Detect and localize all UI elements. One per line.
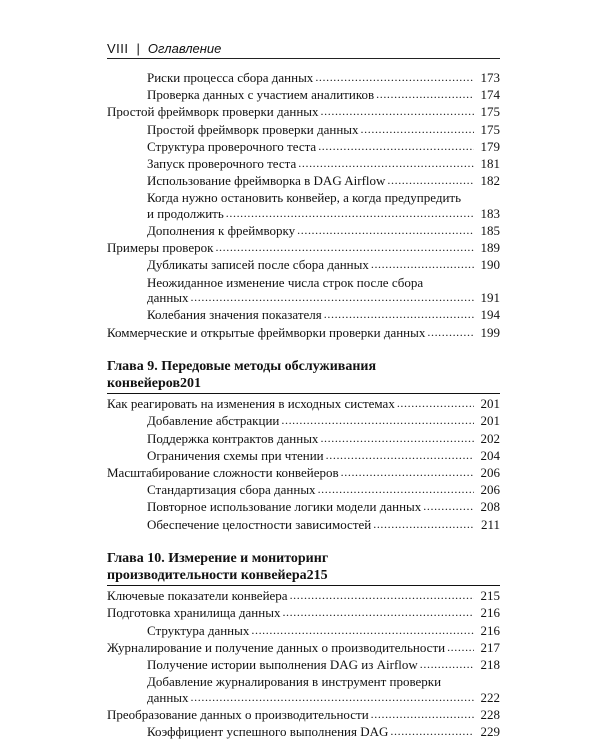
dot-leader <box>191 290 474 306</box>
chapter-title-line1: Глава 10. Измерение и мониторинг <box>107 551 329 567</box>
page-number: 206 <box>480 482 500 498</box>
page-number: 189 <box>480 240 500 256</box>
dot-leader <box>251 623 474 639</box>
dot-leader <box>341 465 474 481</box>
toc-subsection-entry[interactable] <box>107 724 500 740</box>
toc-section-entry[interactable] <box>107 640 500 656</box>
page-number: 199 <box>480 324 500 340</box>
toc-entry-title-line1: Неожиданное изменение числа строк после сбора <box>147 274 424 290</box>
dot-leader <box>226 206 474 222</box>
dot-leader <box>397 396 474 412</box>
page-number: 229 <box>480 724 500 740</box>
page-number: 202 <box>480 430 500 446</box>
toc-subsection-entry[interactable] <box>107 413 500 429</box>
page-number: 174 <box>480 87 500 103</box>
toc-subsection-entry[interactable] <box>107 431 500 447</box>
toc-entry-title: Как реагировать на изменения в исходных системах <box>107 396 395 412</box>
toc-subsection-entry[interactable] <box>107 223 500 239</box>
dot-leader <box>318 139 474 155</box>
toc-entry[interactable] <box>107 674 500 705</box>
dot-leader <box>318 482 474 498</box>
toc-entry-title: Масштабирование сложности конвейеров <box>107 464 339 480</box>
page-number: 194 <box>480 307 500 323</box>
toc-subsection-entry[interactable] <box>107 307 500 323</box>
toc-entry-title-line2: данных <box>147 290 189 306</box>
toc-subsection-entry[interactable] <box>107 156 500 172</box>
toc-entry-title: Стандартизация сбора данных <box>147 482 316 498</box>
page-number: 175 <box>480 104 500 120</box>
toc-section-entry[interactable] <box>107 104 500 120</box>
dot-leader <box>290 588 474 604</box>
toc-entry-title: Коммерческие и открытые фреймворки проверки данных <box>107 324 426 340</box>
page-number: 216 <box>480 622 500 638</box>
page-number-roman: VIII <box>107 41 129 56</box>
toc-entry[interactable] <box>107 190 500 221</box>
page-number: 217 <box>480 639 500 655</box>
dot-leader <box>427 325 474 341</box>
toc-entry-title: Ограничения схемы при чтении <box>147 447 324 463</box>
dot-leader <box>281 413 474 429</box>
toc-entry-title: Простой фреймворк проверки данных <box>147 121 359 137</box>
toc-entry-title: Структура проверочного теста <box>147 138 317 154</box>
toc-entry-title-line2: данных <box>147 689 189 705</box>
dot-leader <box>315 70 474 86</box>
toc-section-entry[interactable] <box>107 325 500 341</box>
toc-section-entry[interactable] <box>107 465 500 481</box>
toc-entry-title: Структура данных <box>147 622 250 638</box>
toc-entry-title: Примеры проверок <box>107 240 214 256</box>
dot-leader <box>215 240 474 256</box>
toc-entry-title: Дубликаты записей после сбора данных <box>147 257 369 273</box>
toc-entry-title: Ключевые показатели конвейера <box>107 588 288 604</box>
dot-leader <box>387 173 474 189</box>
chapter-title-line2: конвейеров <box>107 376 181 392</box>
chapter-title-line1: Глава 9. Передовые методы обслуживания <box>107 359 377 375</box>
dot-leader <box>420 657 474 673</box>
toc-entry-title: Журналирование и получение данных о производительности <box>107 639 446 655</box>
toc-subsection-entry[interactable] <box>107 173 500 189</box>
page-number: 179 <box>480 138 500 154</box>
page-number: 208 <box>480 499 500 515</box>
toc-entry-title: Поддержка контрактов данных <box>147 430 319 446</box>
dot-leader <box>321 104 474 120</box>
dot-leader <box>324 307 474 323</box>
page-number: 182 <box>480 173 500 189</box>
page-number: 185 <box>480 223 500 239</box>
page-number: 215 <box>306 568 328 584</box>
header-separator: | <box>136 41 140 56</box>
page-number: 215 <box>480 588 500 604</box>
toc-section-entry[interactable] <box>107 707 500 723</box>
toc-entry-title: Обеспечение целостности зависимостей <box>147 516 372 532</box>
page-number: 228 <box>480 706 500 722</box>
page-number: 216 <box>480 605 500 621</box>
toc-entry-title: Получение истории выполнения DAG из Airflow <box>147 656 418 672</box>
header-title: Оглавление <box>147 41 222 56</box>
page-number: 204 <box>480 447 500 463</box>
page-number: 181 <box>480 155 500 171</box>
dot-leader <box>282 605 474 621</box>
page-number: 173 <box>480 70 500 85</box>
toc-entry-title: Запуск проверочного теста <box>147 155 297 171</box>
page-number: 206 <box>480 464 500 480</box>
dot-leader <box>361 122 474 138</box>
toc-chapter-entry[interactable] <box>107 358 500 394</box>
dot-leader <box>298 156 474 172</box>
toc-entry-title: Подготовка хранилища данных <box>107 605 281 621</box>
toc-entry-title: Повторное использование логики модели данных <box>147 499 422 515</box>
toc-subsection-entry[interactable] <box>107 623 500 639</box>
dot-leader <box>371 257 474 273</box>
toc-entry-title: Дополнения к фреймворку <box>147 223 296 239</box>
toc-subsection-entry[interactable] <box>107 122 500 138</box>
toc-subsection-entry[interactable] <box>107 87 500 103</box>
page-number: 175 <box>480 121 500 137</box>
toc-section-entry[interactable] <box>107 396 500 412</box>
toc-subsection-entry[interactable] <box>107 70 500 86</box>
dot-leader <box>373 517 474 533</box>
toc-subsection-entry[interactable] <box>107 517 500 533</box>
running-header <box>107 40 500 59</box>
toc-entry-title-line2: и продолжить <box>147 205 224 221</box>
toc-section-entry[interactable] <box>107 605 500 621</box>
dot-leader <box>376 87 474 103</box>
toc-chapter-entry[interactable] <box>107 550 500 586</box>
toc-subsection-entry[interactable] <box>107 448 500 464</box>
dot-leader <box>320 431 474 447</box>
toc-entry[interactable] <box>107 275 500 306</box>
toc-subsection-entry[interactable] <box>107 257 500 273</box>
toc-entry-title-line1: Когда нужно остановить конвейер, а когда предупредить <box>147 190 462 206</box>
toc-entry-title: Риски процесса сбора данных <box>147 70 314 85</box>
toc-section-entry[interactable] <box>107 240 500 256</box>
chapter-title-line2: производительности конвейера <box>107 568 307 584</box>
toc-entry-title: Преобразование данных о производительности <box>107 706 369 722</box>
toc-entry-title: Простой фреймворк проверки данных <box>107 104 319 120</box>
page-number: 201 <box>480 413 500 429</box>
toc-subsection-entry[interactable] <box>107 482 500 498</box>
toc-section-entry[interactable] <box>107 588 500 604</box>
dot-leader <box>423 499 474 515</box>
dot-leader <box>390 724 474 740</box>
dot-leader <box>191 690 474 706</box>
page-number: 190 <box>480 257 500 273</box>
dot-leader <box>371 707 474 723</box>
page-number: 191 <box>480 290 500 306</box>
dot-leader <box>447 640 474 656</box>
table-of-contents <box>107 70 500 741</box>
page-number: 183 <box>480 205 500 221</box>
page-number: 211 <box>480 516 500 532</box>
page-number: 201 <box>180 376 202 392</box>
toc-entry-title: Проверка данных с участием аналитиков <box>147 87 375 103</box>
toc-entry-title: Колебания значения показателя <box>147 307 322 323</box>
toc-subsection-entry[interactable] <box>107 139 500 155</box>
page-number: 201 <box>480 396 500 412</box>
toc-entry-title: Коэффициент успешного выполнения DAG <box>147 724 389 740</box>
dot-leader <box>326 448 474 464</box>
toc-subsection-entry[interactable] <box>107 499 500 515</box>
toc-entry-title: Использование фреймворка в DAG Airflow <box>147 173 386 189</box>
dot-leader <box>297 223 474 239</box>
toc-subsection-entry[interactable] <box>107 657 500 673</box>
toc-entry-title: Добавление абстракции <box>147 413 280 429</box>
page-number: 218 <box>480 656 500 672</box>
toc-entry-title-line1: Добавление журналирования в инструмент проверки <box>147 674 442 690</box>
page-number: 222 <box>480 689 500 705</box>
